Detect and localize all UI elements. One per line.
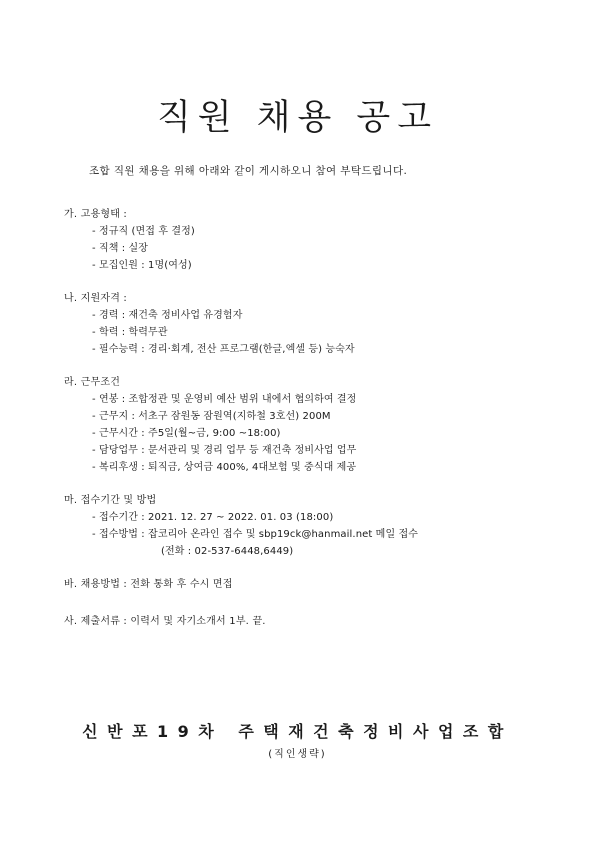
list-item: - 접수기간 : 2021. 12. 27 ~ 2022. 01. 03 (18:00) <box>92 512 334 523</box>
list-item: - 연봉 : 조합정관 및 운영비 예산 범위 내에서 협의하여 결정 <box>92 394 357 405</box>
section-heading-qualifications: 나. 지원자격 : <box>64 293 128 304</box>
organization-name: 신반포19차 주택재건축정비사업조합 <box>82 722 513 741</box>
list-item: - 필수능력 : 경리·회계, 전산 프로그램(한글,엑셀 등) 능숙자 <box>92 344 355 355</box>
list-item: - 정규직 (면접 후 결정) <box>92 226 195 237</box>
section-heading-hiring-method: 바. 채용방법 : 전화 통화 후 수시 면접 <box>64 579 233 590</box>
section-heading-application-period: 마. 접수기간 및 방법 <box>64 495 157 506</box>
list-item: - 근무시간 : 주5일(월~금, 9:00 ~18:00) <box>92 428 281 439</box>
list-item: - 복리후생 : 퇴직금, 상여금 400%, 4대보험 및 중식대 제공 <box>92 462 357 473</box>
list-item: - 모집인원 : 1명(여성) <box>92 260 192 271</box>
list-item: - 접수방법 : 잡코리아 온라인 접수 및 sbp19ck@hanmail.net 메일 접수 <box>92 529 419 540</box>
list-item: - 직책 : 실장 <box>92 243 149 254</box>
intro-text: 조합 직원 채용을 위해 아래와 같이 게시하오니 참여 부탁드립니다. <box>89 165 408 177</box>
section-heading-employment-type: 가. 고용형태 : <box>64 209 128 220</box>
page-title: 직원 채용 공고 <box>156 98 439 138</box>
phone-contact: (전화 : 02-537-6448,6449) <box>161 546 294 557</box>
section-heading-documents: 사. 제출서류 : 이력서 및 자기소개서 1부. 끝. <box>64 616 266 627</box>
list-item: - 학력 : 학력무관 <box>92 327 168 338</box>
seal-omitted-note: (직인생략) <box>268 749 327 760</box>
list-item: - 근무지 : 서초구 잠원동 잠원역(지하철 3호선) 200M <box>92 411 331 422</box>
section-heading-work-conditions: 라. 근무조건 <box>64 377 121 388</box>
list-item: - 담당업무 : 문서관리 및 경리 업무 등 재건축 정비사업 업무 <box>92 445 357 456</box>
list-item: - 경력 : 재건축 정비사업 유경험자 <box>92 310 243 321</box>
